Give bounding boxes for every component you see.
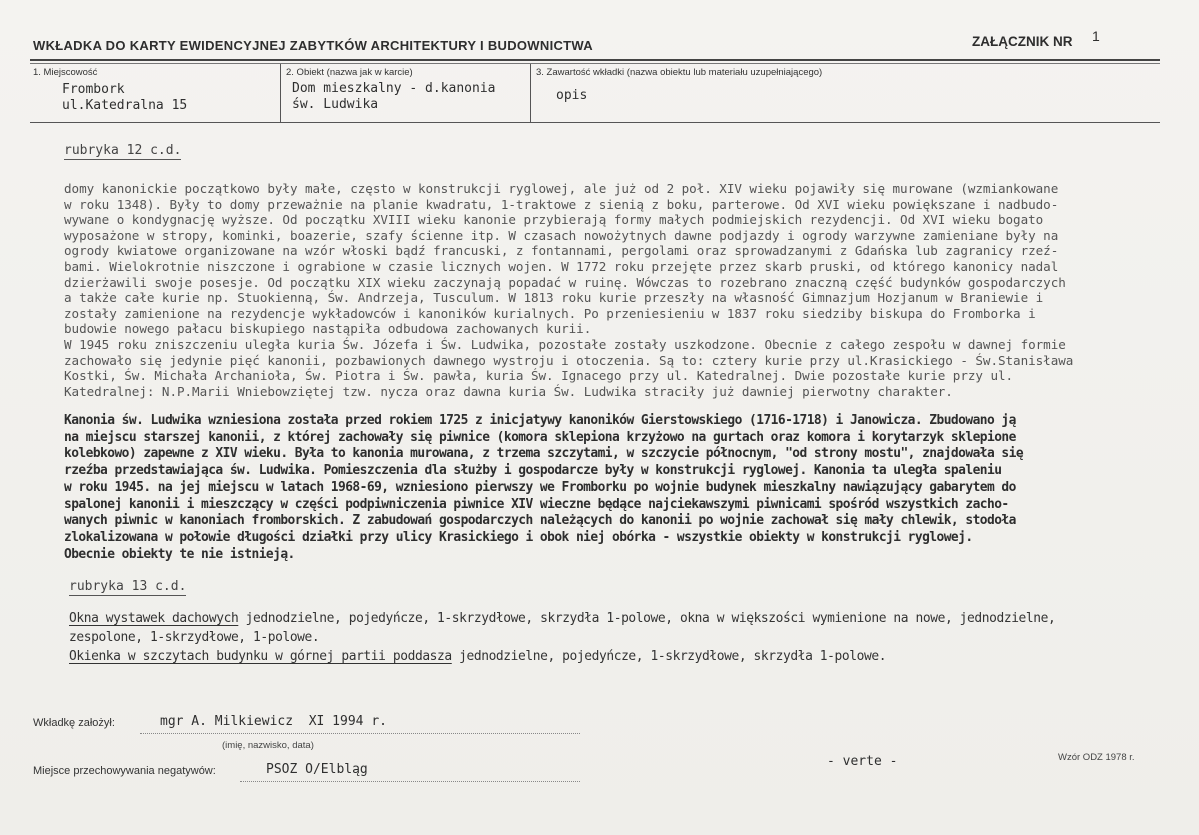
gable-windows-text: jednodzielne, pojedyńcze, 1-skrzydłowe, skrzydła 1-polowe. [451,649,887,664]
text-line: wywane o kondygnację wyższe. Od początku XVIII wieku kanonie przybierają formy małych podmiejskich rezydencji. Od XVI wieku bogato [64,212,1044,228]
attachment-label: ZAŁĄCZNIK NR [972,34,1073,49]
field-label-object: 2. Obiekt (nazwa jak w karcie) [286,67,413,78]
gable-windows-title: Okienka w szczytach budynku w górnej partii poddasza [69,649,452,664]
object-value-line1: Dom mieszkalny - d.kanonia [292,81,496,96]
storage-value: PSOZ O/Elbląg [266,762,368,777]
text-line: rzeźba przedstawiająca św. Ludwika. Pomieszczenia dla służby i gospodarcze były w konstrukcji ryglowej. Kanonia ta uległa spaleniu [64,463,1002,479]
windows-description [69,609,1055,666]
author-value: mgr A. Milkiewicz XI 1994 r. [160,714,387,729]
fields-bottom-rule [30,122,1160,123]
header-rule [30,59,1160,61]
storage-label: Miejsce przechowywania negatywów: [33,765,216,777]
dormer-windows-text: jednodzielne, pojedyńcze, 1-skrzydłowe, skrzydła 1-polowe, okna w większości wymienione na nowe, jednodzielne, [238,611,1056,626]
text-line: ogrody kwiatowe organizowane na wzór włoski bądź francuski, z fontannami, pergolami oraz sprowadzanymi z Gdańska lub zagranicy rzeź- [64,243,1059,259]
text-line: w roku 1945. na jej miejscu w latach 1968-69, wzniesiono pierwszy we Fromborku po wojnie budynek mieszkalny nawiązujący gabarytem do [64,479,1016,495]
section-12-heading: rubryka 12 c.d. [64,143,182,158]
text-line: na miejscu starszej kanonii, z której zachowały się piwnice (komora sklepiona krzyżowo na gurtach oraz komora i korytarzyk sklepione [64,429,1016,445]
text-line: wyposażone w stropy, kominki, boazerie, szafy ścienne itp. W czasach nowożytnych dawne podjazdy i ogrody warzywne zamieniane były na [64,227,1059,243]
section-13-heading: rubryka 13 c.d. [69,579,187,594]
field-divider-2 [530,64,531,122]
form-code: Wzór ODZ 1978 r. [1058,752,1135,763]
object-value-line2: św. Ludwika [292,97,379,112]
dormer-windows-title: Okna wystawek dachowych [69,611,239,626]
storage-dotted-line [240,781,580,782]
text-line: kolebkowo) zapewne z XIV wieku. Była to kanonia murowana, z trzema szczytami, w szczycie północnym, "od strony mostu", znajdowała się [64,446,1024,462]
author-dotted-line [140,733,580,734]
text-line: W 1945 roku zniszczeniu uległa kuria Św. Józefa i Św. Ludwika, pozostałe zostały uszkodzone. Obecnie z całego zespołu w dawnej formie [64,336,1066,352]
text-line [69,647,1055,666]
author-hint: (imię, nazwisko, data) [222,740,314,751]
text-line: Kostki, Św. Michała Archanioła, Św. Piotra i Św. pawła, kuria Św. Ignacego przy ul. Katedralnej. Dwie pozostałe kurie przy ul. [64,368,1014,384]
text-line: zlokalizowana w połowie długości działki przy ulicy Krasickiego i obok niej obórka - wszystkie obiekty w konstrukcji ryglowej. [64,529,973,545]
text-line: Katedralnej: N.P.Marii Wniebowziętej tzw. nycza oraz dawna kuria Św. Ludwika straciły już dawniej pierwotny charakter. [64,383,953,399]
text-line: budowie nowego pałacu biskupiego nastąpiła odbudowa zachowanych kurii. [64,321,592,337]
header-rule-thin [30,63,1160,64]
text-line: bami. Wielokrotnie niszczone i ograbione w czasie licznych wojen. W 1772 roku przejęte przez skarb pruski, od którego kanonicy nadal [64,258,1059,274]
attachment-number: 1 [1092,28,1100,44]
text-line [69,609,1055,628]
address-value: ul.Katedralna 15 [62,98,188,113]
field-label-contents: 3. Zawartość wkładki (nazwa obiektu lub materiału uzupełniającego) [536,67,823,78]
text-line: dzierżawili swoje posesje. Od początku XIX wieku zaczynają popadać w ruinę. Wówczas to rozebrano znaczną część budynków gospodarczych [64,274,1066,290]
verte-note: - verte - [827,754,898,769]
text-line: domy kanonickie początkowo były małe, często w konstrukcji ryglowej, ale już od 2 poł. XIV wieku pojawiły się murowane (wzmiankowane [64,181,1059,196]
text-line: Obecnie obiekty te nie istnieją. [64,546,295,562]
text-line: zostały zamienione na rezydencje wykładowców i kanoników kurialnych. Po przeniesieniu w 1837 roku siedziby biskupa do Fromborka i [64,305,1036,321]
contents-value: opis [556,88,588,103]
author-label: Wkładkę założył: [33,717,115,729]
kanonia-description [64,413,1023,563]
form-title: WKŁADKA DO KARTY EWIDENCYJNEJ ZABYTKÓW ARCHITEKTURY I BUDOWNICTWA [33,38,593,53]
text-line: zachowało się jedynie pięć kanonii, pozbawionych dawnego wystroju i otoczenia. Są to: cztery kurie przy ul.Krasickiego - Św.Stanisława [64,352,1074,368]
text-line: Kanonia św. Ludwika wzniesiona została przed rokiem 1725 z inicjatywy kanoników Gierstowskiego (1716-1718) i Janowicza. Zbudowano ją [64,413,1016,428]
locality-value: Frombork [62,82,125,97]
field-divider-1 [280,64,281,122]
history-text [64,181,1073,399]
field-label-locality: 1. Miejscowość [33,67,98,78]
text-line: spalonej kanonii i mieszczący w części podpiwniczenia piwnice XIV wieczne będące najciekawszymi piwnicami spośród wszystkich zacho- [64,496,1009,512]
text-line: w roku 1348). Były to domy przeważnie na planie kwadratu, 1-traktowe z sienią z boku, parterowe. Od XVI wieku powiększane i nadbudo- [64,196,1059,212]
text-line: wanych piwnic w kanoniach fromborskich. Z zabudowań gospodarczych należących do kanonii po wojnie zachował się mały chlewik, stodoła [64,513,1016,529]
text-line: a także całe kurie np. Stuokienną, Św. Andrzeja, Tusculum. W 1813 roku kurie przeszły na własność Gimnazjum Hozjanum w Braniewie i [64,290,1044,306]
dormer-windows-text-cont: zespolone, 1-skrzydłowe, 1-polowe. [69,630,320,645]
